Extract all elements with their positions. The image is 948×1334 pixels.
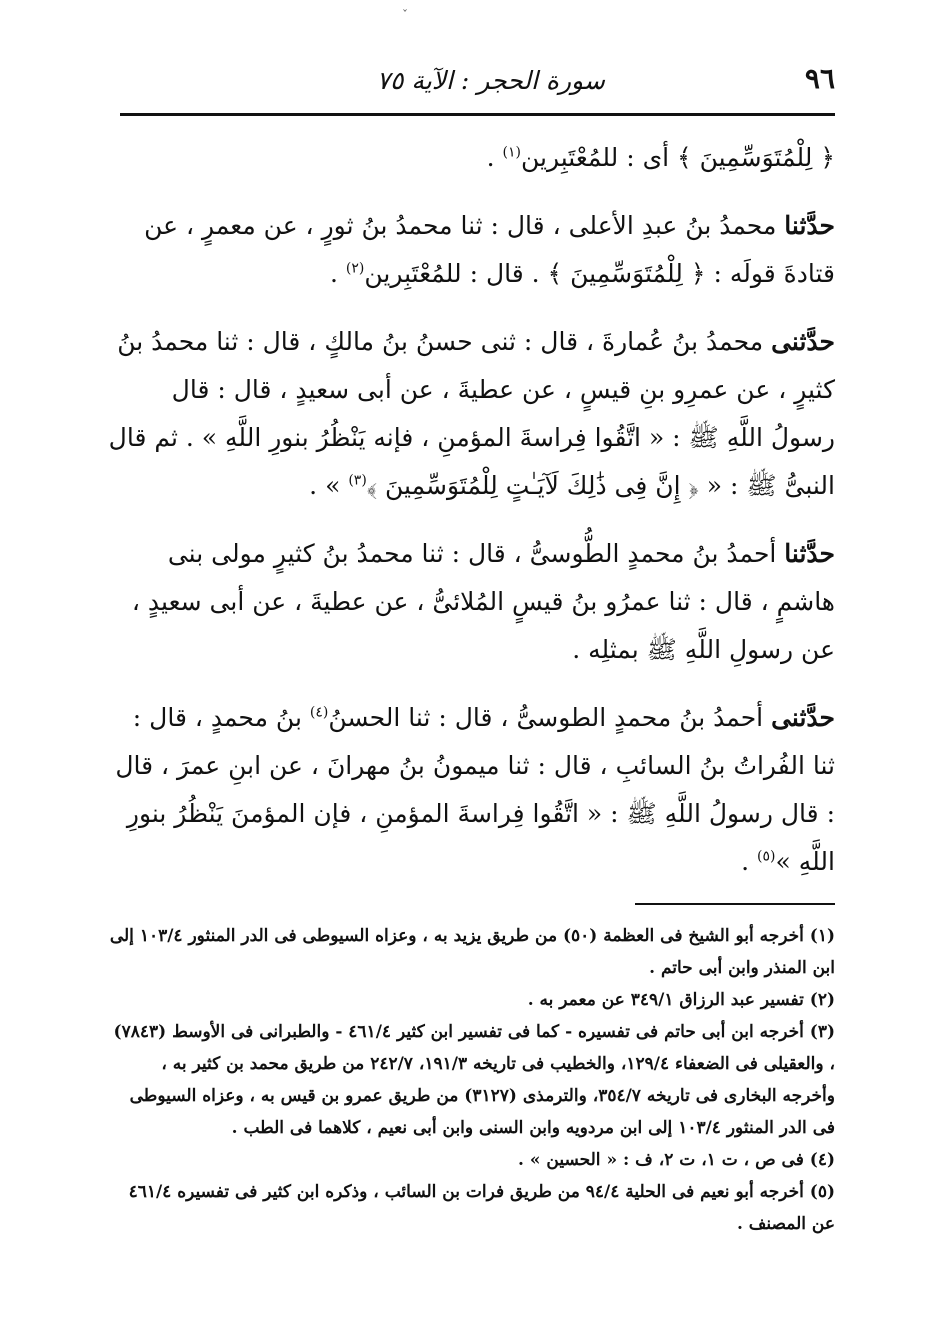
isnad-lead: حدَّثنا	[784, 211, 835, 240]
isnad-lead: حدَّثنا	[784, 539, 835, 568]
paragraph-tail: بنُ محمدٍ ، قال : ثنا الفُراتُ بنُ السائبِ ، قال : ثنا ميمونُ بنُ مهرانَ ، عن ابنِ عمرَ ، قال : قال رسولُ اللَّهِ ﷺ : « اتَّقُوا فِراسةَ المؤمنِ ، فإن المؤمنَ يَنْظُرُ بنورِ اللَّهِ »	[115, 703, 835, 876]
footnote-separator	[635, 903, 835, 905]
paragraph-4	[105, 530, 835, 674]
paragraph-text: ﴿ لِلْمُتَوَسِّمِينَ ﴾ أى : للمُعْتَبِرين	[520, 143, 835, 172]
paragraph-tail: .	[741, 847, 758, 876]
footnote-3: (٣) أخرجه ابن أبى حاتم فى تفسيره - كما فى تفسير ابن كثير ٤٦١/٤ - والطبرانى فى الأوسط (٧٨٤٣) ، والعقيلى فى الضعفاء ١٢٩/٤، والخطيب فى تاريخه ١٩١/٣، ٢٤٢/٧ من طريق محمد بن كثير به ، وأخرجه البخارى فى تاريخه ٣٥٤/٧، والترمذى (٣١٢٧) من طريق عمرو بن قيس به ، وعزاه السيوطى فى الدر المنثور ١٠٣/٤ إلى ابن مردويه وابن السنى وابن أبى نعيم ، كلاهما فى الطب .	[113, 1022, 835, 1138]
footnote-5: (٥) أخرجه أبو نعيم فى الحلية ٩٤/٤ من طريق فرات بن السائب ، وذكره ابن كثير فى تفسيره ٤٦١/٤ عن المصنف .	[128, 1182, 835, 1234]
footnote-ref: (١)	[502, 144, 521, 161]
paragraph-text: محمدُ بنُ عُمارةَ ، قال : ثنى حسنُ بنُ مالكٍ ، قال : ثنا محمدُ بنُ كثيرٍ ، عن عمرِو بنِ قيسٍ ، عن عطيةَ ، عن أبى سعيدٍ ، قال : قال رسولُ اللَّهِ ﷺ : « اتَّقُوا فِراسةَ المؤمنِ ، فإنه يَنْظُرُ بنورِ اللَّهِ » . ثم قال النبىُّ ﷺ : « ﴿ إِنَّ فِى ذَٰلِكَ لَآيَـٰتٍ لِلْمُتَوَسِّمِينَ ﴾	[108, 327, 835, 500]
footnotes	[105, 920, 835, 1240]
footnote-ref: (٢)	[345, 260, 365, 277]
scan-mark: ˇ	[402, 8, 408, 22]
paragraph-tail: » .	[309, 471, 349, 500]
paragraph-text: أحمدُ بنُ محمدٍ الطوسىُّ ، قال : ثنا الحسنُ	[328, 703, 772, 732]
running-title: سورة الحجر : الآية ٧٥	[376, 66, 605, 95]
paragraph-tail: .	[329, 259, 346, 288]
footnote-ref: (٣)	[348, 472, 367, 489]
footnote-ref: (٤)	[309, 704, 329, 721]
paragraph-tail: .	[486, 143, 503, 172]
paragraph-2	[105, 202, 835, 298]
isnad-lead: حدَّثنى	[771, 703, 835, 732]
footnote-1: (١) أخرجه أبو الشيخ فى العظمة (٥٠) من طريق يزيد به ، وعزاه السيوطى فى الدر المنثور ١٠٣/٤ إلى ابن المنذر وابن أبى حاتم .	[109, 926, 835, 978]
header-rule	[120, 113, 835, 116]
paragraph-1	[105, 134, 835, 182]
paragraph-text: محمدُ بنُ عبدِ الأعلى ، قال : ثنا محمدُ بنُ ثورٍ ، عن معمرٍ ، عن قتادةَ قولَه : ﴿ لِلْمُتَوَسِّمِينَ ﴾ . قال : للمُعْتَبِرين	[144, 211, 835, 288]
paragraph-text: أحمدُ بنُ محمدٍ الطُّوسىُّ ، قال : ثنا محمدُ بنُ كثيرٍ مولى بنى هاشمٍ ، قال : ثنا عمرُو بنُ قيسٍ المُلائىُّ ، عن عطيةَ ، عن أبى سعيدٍ ، عن رسولِ اللَّهِ ﷺ بمثلِه .	[131, 539, 835, 664]
paragraph-3	[105, 318, 835, 510]
isnad-lead: حدَّثنى	[771, 327, 835, 356]
footnote-ref: (٥)	[757, 848, 776, 865]
page-number: ٩٦	[804, 62, 835, 95]
footnote-2: (٢) تفسير عبد الرزاق ٣٤٩/١ عن معمر به .	[527, 990, 835, 1010]
paragraph-5	[105, 694, 835, 886]
page-header	[120, 62, 835, 114]
footnote-4: (٤) فى ص ، ت ١، ت ٢، ف : « الحسين » .	[518, 1150, 835, 1170]
main-text	[105, 134, 835, 906]
